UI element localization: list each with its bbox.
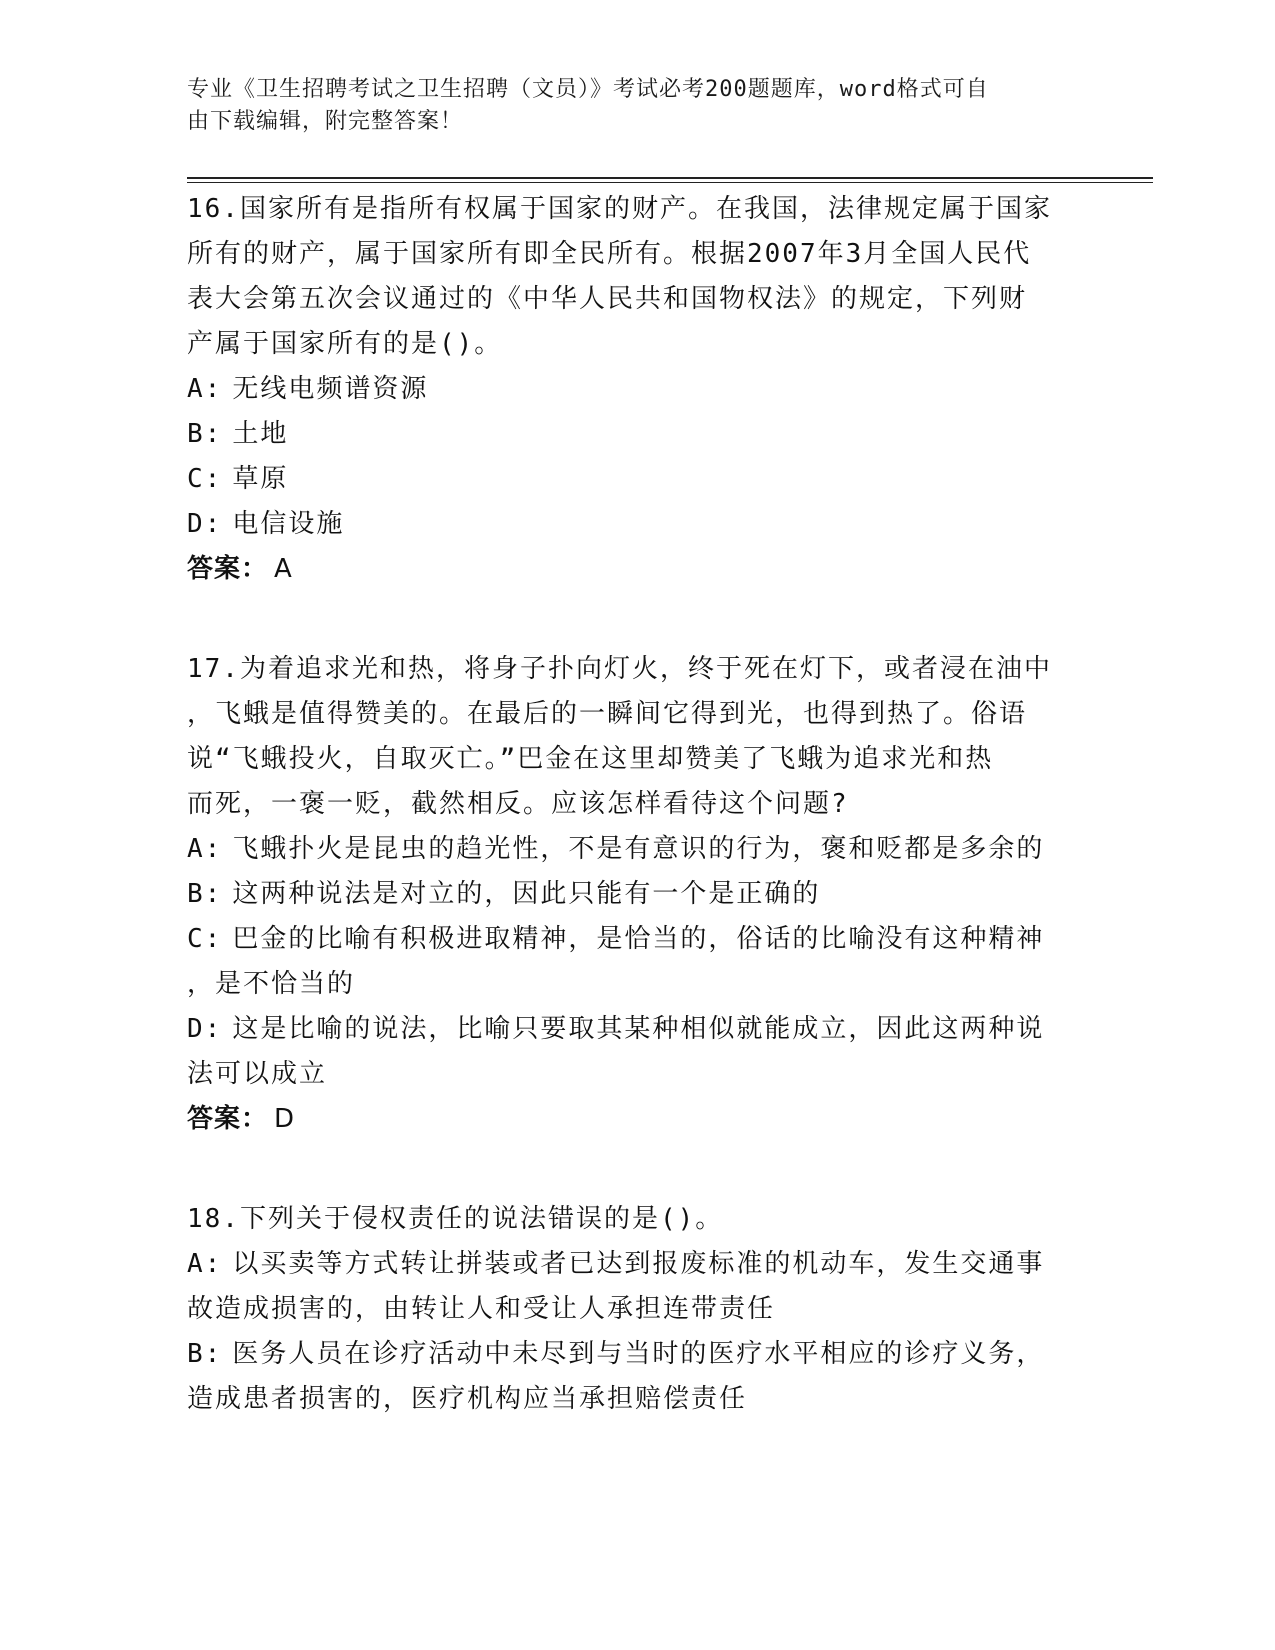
question-stem-line: ，飞蛾是值得赞美的。在最后的一瞬间它得到光，也得到热了。俗语	[187, 699, 1028, 729]
option-c	[187, 457, 1077, 502]
option-text: 飞蛾扑火是昆虫的趋光性，不是有意识的行为，褒和贬都是多余的	[232, 834, 1045, 864]
question-stem-line: 产属于国家所有的是()。	[187, 329, 503, 359]
question-stem-line: 而死，一褒一贬，截然相反。应该怎样看待这个问题?	[187, 789, 849, 819]
option-label: B:	[187, 1339, 223, 1369]
option-label: D:	[187, 1014, 223, 1044]
document-header	[187, 74, 1067, 138]
header-line-2: 由下载编辑，附完整答案！	[187, 109, 464, 134]
option-b	[187, 412, 1077, 457]
option-text: 草原	[232, 464, 289, 494]
question-list	[187, 187, 1077, 1477]
answer-line	[187, 1097, 1077, 1142]
option-a-continued: 故造成损害的，由转让人和受让人承担连带责任	[187, 1294, 776, 1324]
option-a	[187, 367, 1077, 412]
option-text: 以买卖等方式转让拼装或者已达到报废标准的机动车，发生交通事	[232, 1249, 1045, 1279]
question-stem-line: 表大会第五次会议通过的《中华人民共和国物权法》的规定，下列财	[187, 284, 1028, 314]
option-label: B:	[187, 879, 223, 909]
option-text: 无线电频谱资源	[232, 374, 429, 404]
answer-label: 答案：	[187, 1104, 269, 1134]
option-d	[187, 1007, 1077, 1052]
option-text: 土地	[232, 419, 289, 449]
answer-value: D	[274, 1104, 296, 1134]
option-text: 电信设施	[232, 509, 345, 539]
option-label: C:	[187, 464, 223, 494]
option-b	[187, 872, 1077, 917]
header-line-1: 专业《卫生招聘考试之卫生招聘（文员）》考试必考200题题库，word格式可自	[187, 77, 989, 102]
option-b-continued: 造成患者损害的，医疗机构应当承担赔偿责任	[187, 1384, 748, 1414]
option-text: 巴金的比喻有积极进取精神，是恰当的，俗话的比喻没有这种精神	[232, 924, 1045, 954]
option-label: A:	[187, 834, 223, 864]
option-d-continued: 法可以成立	[187, 1059, 328, 1089]
answer-value: A	[274, 554, 293, 584]
option-text: 这两种说法是对立的，因此只能有一个是正确的	[232, 879, 821, 909]
option-label: A:	[187, 1249, 223, 1279]
option-c	[187, 917, 1077, 962]
option-label: D:	[187, 509, 223, 539]
option-d	[187, 502, 1077, 547]
answer-label: 答案：	[187, 554, 269, 584]
question-stem-line: 16.国家所有是指所有权属于国家的财产。在我国，法律规定属于国家	[187, 194, 1052, 224]
question-18	[187, 1197, 1077, 1422]
option-label: A:	[187, 374, 223, 404]
answer-line	[187, 547, 1077, 592]
option-c-continued: ，是不恰当的	[187, 969, 356, 999]
question-17	[187, 647, 1077, 1142]
question-stem-line: 18.下列关于侵权责任的说法错误的是()。	[187, 1204, 724, 1234]
question-stem-line: 所有的财产，属于国家所有即全民所有。根据2007年3月全国人民代	[187, 239, 1032, 269]
question-stem-line: 17.为着追求光和热，将身子扑向灯火，终于死在灯下，或者浸在油中	[187, 654, 1052, 684]
option-a	[187, 827, 1077, 872]
option-b	[187, 1332, 1077, 1377]
option-label: C:	[187, 924, 223, 954]
header-divider-thin	[187, 182, 1153, 183]
option-text: 这是比喻的说法，比喻只要取其某种相似就能成立，因此这两种说	[232, 1014, 1045, 1044]
question-stem-line: 说“飞蛾投火，自取灭亡。”巴金在这里却赞美了飞蛾为追求光和热	[187, 744, 994, 774]
option-a	[187, 1242, 1077, 1287]
option-label: B:	[187, 419, 223, 449]
option-text: 医务人员在诊疗活动中未尽到与当时的医疗水平相应的诊疗义务，	[232, 1339, 1045, 1369]
question-16	[187, 187, 1077, 592]
header-divider-thick	[187, 177, 1153, 179]
